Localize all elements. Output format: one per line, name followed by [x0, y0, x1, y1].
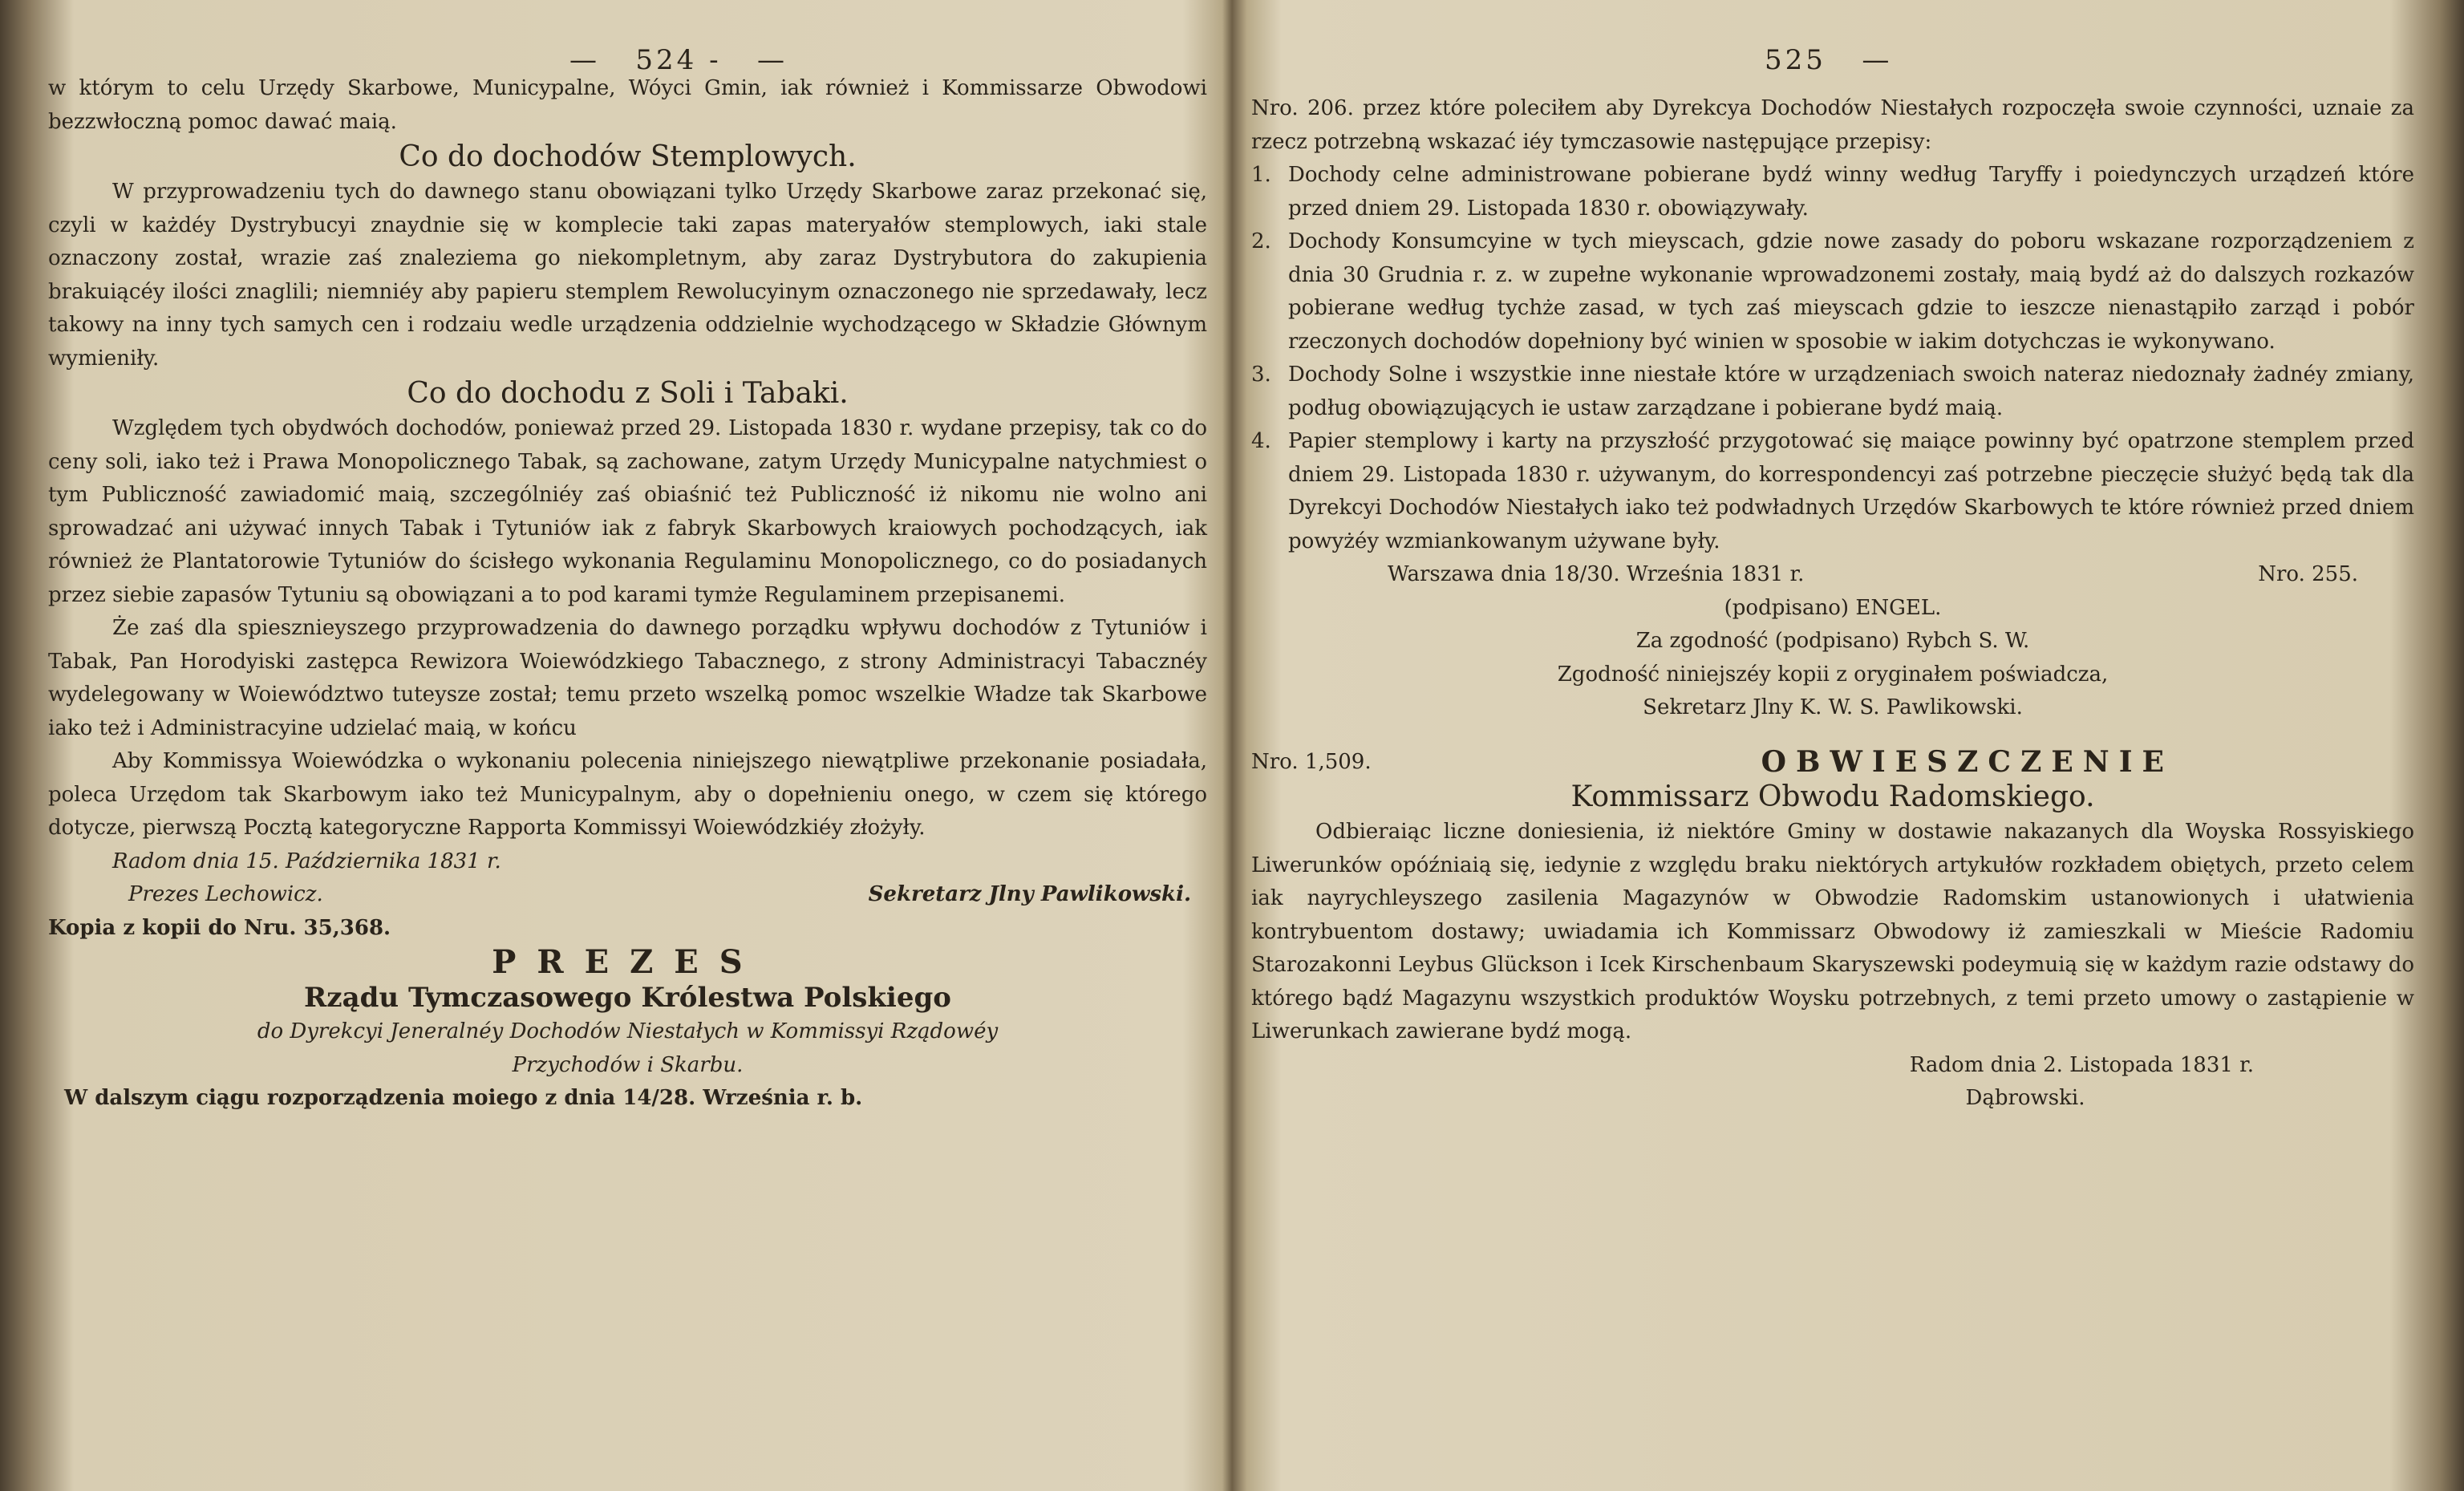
addressee-line-1: do Dyrekcyi Jeneralnéy Dochodów Niestałych w Kommissyi Rządowéy — [257, 1019, 999, 1043]
addressee-line-2: Przychodów i Skarbu. — [512, 1052, 744, 1077]
paragraph-delegate: Że zaś dla spiesznieyszego przyprowadzenia do dawnego porządku wpływu dochodów z Tytuniów i Tabak, Pan Horodyiski zastępca Rewizora Woiewódzkiego Tabacznego, z strony Administracyi Tabacznéy wydelegowany w Woiewództwo tuteysze został; temu przeto wszelką pomoc wszelkie Władze tak Skarbowe iako też i Administracyine udzielać maią, w końcu — [48, 616, 1207, 740]
continuation-line: W dalszym ciągu rozporządzenia moiego z dnia 14/28. Września r. b. — [64, 1086, 863, 1110]
item-text: Dochody Solne i wszystkie inne niestałe które w urządzeniach swoich nateraz niedoznały żadnéy zmiany, podług obowiązujących ie ustaw zarządzane i pobierane bydź maią. — [1288, 363, 2414, 420]
item-text: Dochody Konsumcyine w tych mieyscach, gdzie nowe zasady do poboru wskazane rozporządzeniem z dnia 30 Grudnia r. z. w zupełne wykonanie wprowadzonemi zostały, maią bydź aż do dalszych rozkazów pobierane według tychże zasad, w tych zaś mieyscach gdzie to ieszcze nienastąpiło zarząd i pobór rzeczonych dochodów dopełniony być winien w sposobie w iakim dotychczas ie wykonywano. — [1288, 229, 2414, 354]
signatures-row — [48, 878, 1207, 912]
item-number: 4. — [1251, 429, 1271, 453]
conformity-line-2: Zgodność niniejszéy kopii z oryginałem poświadcza, — [1557, 662, 2109, 687]
announcement-title: OBWIESZCZENIE — [1761, 744, 2174, 779]
list-item — [1251, 425, 2414, 558]
secretary-signature: Sekretarz Jlny Pawlikowski. — [868, 882, 1191, 906]
item-text: Papier stemplowy i karty na przyszłość przygotować się maiące powinny być opatrzone stemplem przed dniem 29. Listopada 1830 r. używanym, do korrespondencyi zaś potrzebne pieczęcie służyć będą tak dla Dyrekcyi Dochodów Niestałych iako też podwładnych Urzędów Skarbowych te które również przed dniem powyżéy wzmiankowanym używane były. — [1288, 429, 2414, 553]
prezes-signature: Prezes Lechowicz. — [128, 882, 323, 906]
conformity-line-1: Za zgodność (podpisano) Rybch S. W. — [1635, 629, 2030, 653]
warsaw-date: Warszawa dnia 18/30. Września 1831 r. — [1388, 562, 1805, 586]
place-date: Radom dnia 15. Października 1831 r. — [112, 849, 501, 873]
prezes-heading: PREZES — [492, 943, 764, 981]
intro-paragraph: Nro. 206. przez które poleciłem aby Dyrekcya Dochodów Niestałych rozpoczęła swoie czynności, uznaie za rzecz potrzebną wskazać iéy tymczasowie następujące przepisy: — [1251, 96, 2414, 154]
engel-signature: (podpisano) ENGEL. — [1724, 595, 1942, 620]
right-page — [1251, 0, 2414, 1491]
item-number: 3. — [1251, 363, 1271, 387]
paragraph-reports: Aby Kommissya Woiewódzka o wykonaniu polecenia niniejszego niewątpliwe przekonanie posiadała, poleca Urzędom tak Skarbowym iako też Municypalnym, aby o dopełnieniu onego, w czem się którego dotycze, pierwszą Pocztą kategoryczne Rapporta Kommissyi Woiewódzkiéy złożyły. — [48, 749, 1207, 840]
item-number: 2. — [1251, 229, 1271, 253]
page-number-525: 525 — — [1765, 44, 1893, 76]
warsaw-row — [1251, 558, 2414, 592]
copy-note: Kopia z kopii do Nru. 35,368. — [48, 915, 391, 940]
left-page — [48, 0, 1207, 1491]
government-heading: Rządu Tymczasowego Królestwa Polskiego — [304, 982, 951, 1014]
list-item — [1251, 225, 2414, 359]
secretary-line: Sekretarz Jlny K. W. S. Pawlikowski. — [1643, 695, 2023, 719]
opening-paragraph: w którym to celu Urzędy Skarbowe, Municypalne, Wóyci Gmin, iak również i Kommissarze Obwodowi bezzwłoczną pomoc dawać maią. — [48, 76, 1207, 134]
paragraph-stamp: W przyprowadzeniu tych do dawnego stanu obowiązani tylko Urzędy Skarbowe zaraz przekonać się, czyli w każdéy Dystrybucyi znaydnie się w komplecie taki zapas materyałów stemplowych, iaki stale oznaczony został, wrazie zaś znaleziema go niekompletnym, aby zaraz Dystrybutora do zakupienia brakuiącéy ilości znaglili; niemniéy aby papieru stemplem Rewolucyinym oznaczonego nie sprzedawały, lecz takowy na inny tych samych cen i rodzaiu wedle urządzenia oddzielnie wychodzącego w Składzie Głównym wymieniły. — [48, 180, 1207, 371]
list-item — [1251, 359, 2414, 425]
commissioner-heading: Kommissarz Obwodu Radomskiego. — [1570, 780, 2095, 813]
heading-stamp-revenue: Co do dochodów Stemplowych. — [399, 140, 857, 173]
page-number-524: — 524 - — — [569, 44, 788, 76]
radom-date: Radom dnia 2. Listopada 1831 r. — [1909, 1052, 2254, 1077]
announcement-header-row — [1251, 746, 2414, 780]
announcement-paragraph: Odbieraiąc liczne doniesienia, iż niektóre Gminy w dostawie nakazanych dla Woyska Rossyiskiego Liwerunków opóźniaią się, iedynie z względu braku niektórych artykułów rozkładem obiętych, przeto celem iak nayrychleyszego zasilenia Magazynów w Obwodzie Radomskim ustanowionych i ułatwienia kontrybuentom dostawy; uwiadamia ich Kommissarz Obwodowy iż zamieszkali w Mieście Radomiu Starozakonni Leybus Glückson i Icek Kirschenbaum Skaryszewski podeymuią się w każdym razie odstawy do którego bądź Magazynu wszystkich produktów Woysku potrzebnych, z temi przeto umowy o zastąpienie w Liwerunkach zawierane bydź mogą. — [1251, 820, 2414, 1043]
item-text: Dochody celne administrowane pobierane bydź winny według Taryffy i poiedynczych urządzeń które przed dniem 29. Listopada 1830 r. obowiązywały. — [1288, 163, 2414, 221]
item-number: 1. — [1251, 163, 1271, 187]
nro-1509: Nro. 1,509. — [1251, 749, 1372, 774]
paragraph-salt-tobacco: Względem tych obydwóch dochodów, ponieważ przed 29. Listopada 1830 r. wydane przepisy, tak co do ceny soli, iako też i Prawa Monopolicznego Tabak, są zachowane, zatym Urzędy Municypalne natychmiest o tym Publiczność zawiadomić maią, szczególniéy zaś obiaśnić też Publiczność iż nikomu nie wolno ani sprowadzać ani używać innych Tabak i Tytuniów iak z fabryk Skarbowych kraiowych pochodzących, iak również że Plantatorowie Tytuniów do ścisłego wykonania Regulaminu Monopolicznego, co do posiadanych przez siebie zapasów Tytuniu są obowiązani a to pod karami tymże Regulaminem przepisanemi. — [48, 416, 1207, 607]
left-page-text — [48, 72, 1207, 1116]
nro-255: Nro. 255. — [2258, 562, 2358, 586]
heading-salt-tobacco: Co do dochodu z Soli i Tabaki. — [407, 377, 849, 410]
dabrowski-signature: Dąbrowski. — [1965, 1086, 2085, 1110]
right-page-text — [1251, 92, 2414, 1116]
list-item — [1251, 159, 2414, 225]
